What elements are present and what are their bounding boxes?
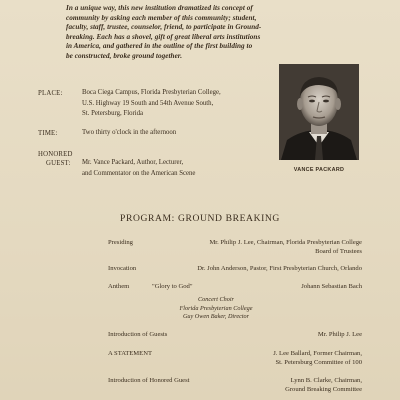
statement-value <box>222 349 362 367</box>
invocation-value: Dr. John Anderson, Pastor, First Presbyterian Church, Orlando <box>197 265 362 272</box>
anthem-label: Anthem <box>108 283 130 290</box>
place-line: U.S. Highway 19 South and 54th Avenue South, <box>82 99 214 107</box>
introduction-of-honored-guest-label: Introduction of Honored Guest <box>108 377 190 384</box>
place-value <box>82 88 221 120</box>
intro-line: faculty, staff, trustee, counselor, friend, to participate in Ground- <box>66 23 262 32</box>
place-line: Boca Ciega Campus, Florida Presbyterian College, <box>82 89 221 96</box>
guest-line: Mr. Vance Packard, Author, Lecturer, <box>82 159 184 166</box>
presiding-value <box>168 238 362 256</box>
guest-line: and Commentator on the American Scene <box>82 169 196 177</box>
anthem-composer: Johann Sebastian Bach <box>301 283 362 290</box>
presiding-line: Board of Trustees <box>315 248 362 255</box>
presiding-line: Mr. Philip J. Lee, Chairman, Florida Presbyterian College <box>209 239 362 246</box>
intro-line: in America, and gathered in the outline of the first building to <box>66 42 253 51</box>
choir-line: Guy Owen Baker, Director <box>182 313 250 321</box>
intro-line: In a unique way, this new institution dramatized its concept of <box>66 4 253 12</box>
intro-line: community by asking each member of this community; student, <box>66 13 257 22</box>
place-label: PLACE: <box>38 90 63 97</box>
statement-line: St. Petersburg Committee of 100 <box>275 359 362 366</box>
intro-paragraph <box>66 4 366 62</box>
honored-guest-value <box>82 158 195 179</box>
introduction-of-guests-label: Introduction of Guests <box>108 331 168 338</box>
photo-caption: VANCE PACKARD <box>293 167 345 173</box>
time-label: TIME: <box>38 130 58 137</box>
program-title: PROGRAM: GROUND BREAKING <box>120 213 280 224</box>
portrait-photo <box>279 64 359 160</box>
place-line: St. Petersburg, Florida <box>82 110 144 118</box>
time-value: Two thirty o'clock in the afternoon <box>82 129 177 136</box>
introduction-of-guests-value: Mr. Philip J. Lee <box>317 331 362 338</box>
statement-label: A STATEMENT <box>108 350 152 357</box>
intro-line: breaking. Each has a shovel, gift of great liberal arts institutions <box>66 32 261 41</box>
choir-credit <box>100 296 332 322</box>
honored-guest-label-2: GUEST: <box>46 160 71 167</box>
anthem-title: "Glory to God" <box>152 283 193 290</box>
invocation-label: Invocation <box>108 265 137 272</box>
presiding-label: Presiding <box>108 239 133 246</box>
honored-line: Ground Breaking Committee <box>285 386 362 393</box>
honored-guest-label-1: HONORED <box>38 151 73 158</box>
choir-line: Florida Presbyterian College <box>179 304 253 312</box>
introduction-of-honored-guest-value <box>232 376 362 394</box>
intro-line: be constructed, broke ground together. <box>66 51 183 60</box>
portrait-image <box>279 64 359 160</box>
honored-line: Lynn B. Clarke, Chairman, <box>290 377 362 384</box>
choir-line: Concert Choir <box>198 296 234 303</box>
statement-line: J. Lee Ballard, Former Chairman, <box>273 350 362 357</box>
